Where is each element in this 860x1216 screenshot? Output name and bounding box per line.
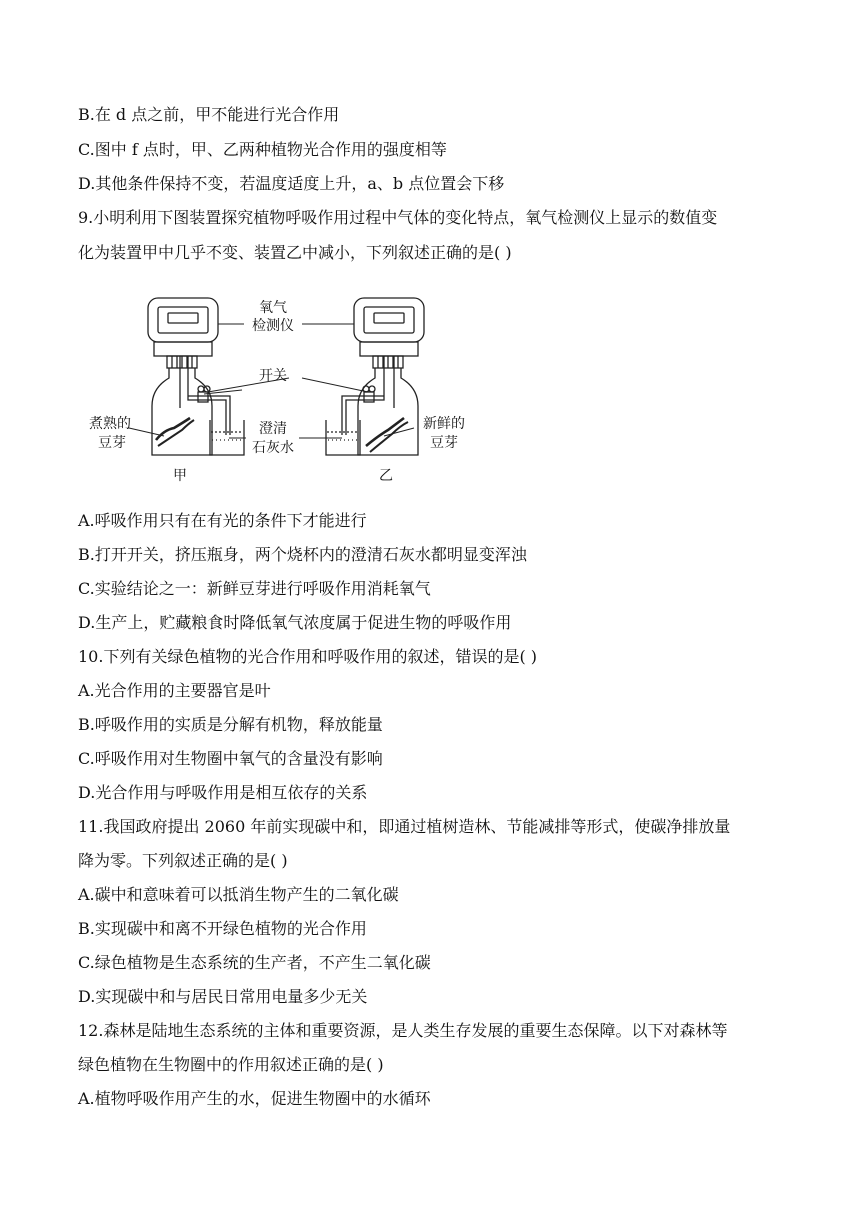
limewater-label-line2: 石灰水 (252, 440, 294, 456)
respiration-apparatus-figure (84, 290, 484, 490)
tube-right (342, 386, 384, 435)
oxygen-label-line1: 氧气 (259, 300, 287, 316)
text-line: 化为装置甲中几乎不变、装置乙中减小，下列叙述正确的是( ) (78, 243, 512, 262)
text-line: C.实验结论之一：新鲜豆芽进行呼吸作用消耗氧气 (78, 579, 431, 598)
text-line: 10.下列有关绿色植物的光合作用和呼吸作用的叙述，错误的是( ) (78, 647, 538, 666)
text-line: A.呼吸作用只有在有光的条件下才能进行 (78, 511, 367, 530)
boiled-label-line1: 煮熟的 (89, 416, 131, 432)
limewater-label-line1: 澄清 (259, 421, 287, 437)
text-line: A.光合作用的主要器官是叶 (78, 681, 271, 700)
fresh-label-line1: 新鲜的 (423, 416, 465, 432)
jar-yi-label: 乙 (379, 468, 393, 484)
text-line: C.呼吸作用对生物圈中氧气的含量没有影响 (78, 749, 383, 768)
oxygen-label-line2: 检测仪 (252, 318, 294, 334)
text-line: D.实现碳中和与居民日常用电量多少无关 (78, 987, 368, 1006)
bottle-yi (358, 356, 418, 455)
boiled-label-line2: 豆芽 (98, 435, 126, 451)
text-line: B.实现碳中和离不开绿色植物的光合作用 (78, 919, 367, 938)
text-line: B.在 d 点之前，甲不能进行光合作用 (78, 105, 340, 124)
text-line: D.光合作用与呼吸作用是相互依存的关系 (78, 783, 368, 802)
fresh-label-line2: 豆芽 (430, 435, 458, 451)
text-line: C.图中 f 点时，甲、乙两种植物光合作用的强度相等 (78, 140, 447, 159)
text-line: B.呼吸作用的实质是分解有机物，释放能量 (78, 715, 383, 734)
text-line: A.碳中和意味着可以抵消生物产生的二氧化碳 (78, 885, 399, 904)
oxygen-detector-left (148, 298, 218, 356)
text-line: 绿色植物在生物圈中的作用叙述正确的是( ) (78, 1055, 384, 1074)
text-line: 降为零。下列叙述正确的是( ) (78, 851, 288, 870)
text-line: D.其他条件保持不变，若温度适度上升，a、b 点位置会下移 (78, 174, 505, 193)
oxygen-detector-right (354, 298, 424, 356)
text-line: D.生产上，贮藏粮食时降低氧气浓度属于促进生物的呼吸作用 (78, 613, 512, 632)
text-line: B.打开开关，挤压瓶身，两个烧杯内的澄清石灰水都明显变浑浊 (78, 545, 527, 564)
bottle-jia (152, 356, 212, 455)
text-line: C.绿色植物是生态系统的生产者，不产生二氧化碳 (78, 953, 431, 972)
text-line: A.植物呼吸作用产生的水，促进生物圈中的水循环 (78, 1089, 431, 1108)
text-line: 11.我国政府提出 2060 年前实现碳中和，即通过植树造林、节能减排等形式，使碳净排放量 (78, 817, 731, 836)
text-line: 9.小明利用下图装置探究植物呼吸作用过程中气体的变化特点，氧气检测仪上显示的数值变 (78, 208, 718, 227)
text-line: 12.森林是陆地生态系统的主体和重要资源，是人类生存发展的重要生态保障。以下对森林等 (78, 1021, 728, 1040)
jar-jia-label: 甲 (173, 468, 187, 484)
switch-label: 开关 (259, 368, 287, 384)
